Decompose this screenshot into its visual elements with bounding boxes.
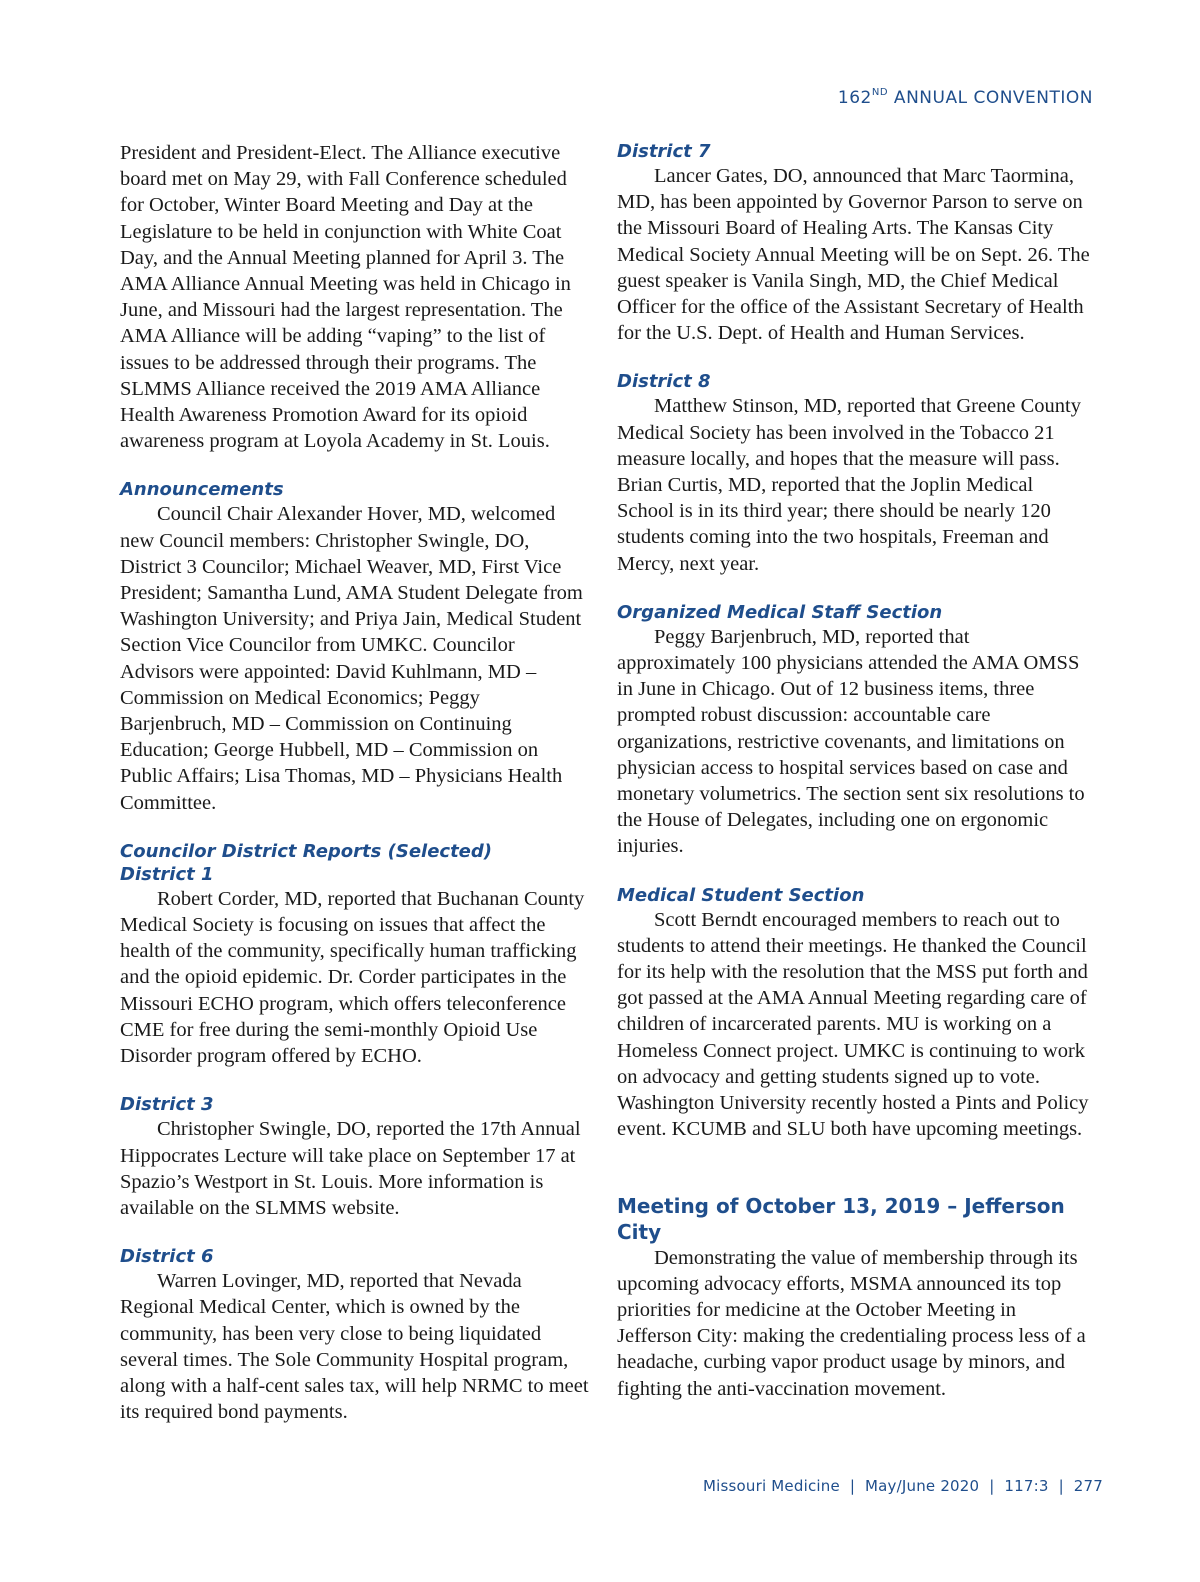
omss-section (617, 601, 1092, 860)
district-8-body: Matthew Stinson, MD, reported that Greene County Medical Society has been involved in the Tobacco 21 measure locally, and hopes that the measure will pass. Brian Curtis, MD, reported that the Joplin Medical School is in its third year; there should be nearly 120 students coming into the two hospitals, Freeman and Mercy, next year. (617, 395, 1082, 575)
district-8-heading: District 8 (617, 371, 711, 393)
page-footer: Missouri Medicine | May/June 2020 | 117:3 | 277 (702, 1477, 1103, 1495)
district-3-heading: District 3 (120, 1094, 214, 1116)
district-3-body: Christopher Swingle, DO, reported the 17th Annual Hippocrates Lecture will take place on September 17 at Spazio’s Westport in St. Louis. More information is available on the SLMMS website. (120, 1118, 581, 1219)
left-column (120, 140, 590, 1425)
district-reports-section (120, 840, 590, 1069)
district-7-section (617, 140, 1092, 346)
district-1-heading: District 1 (120, 863, 214, 885)
header-title: ANNUAL CONVENTION (888, 88, 1093, 108)
omss-body: Peggy Barjenbruch, MD, reported that approximately 100 physicians attended the AMA OMSS in June in Chicago. Out of 12 business items, three prompted robust discussion: accountable care organizations, restrictive covenants, and limitations on physician access to hospital services based on case and monetary volumetrics. The section sent six resolutions to the House of Delegates, including one on ergonomic injuries. (617, 625, 1085, 858)
october-meeting-section (617, 1193, 1092, 1402)
district-6-section (120, 1245, 590, 1425)
district-7-body: Lancer Gates, DO, announced that Marc Taormina, MD, has been appointed by Governor Parson to serve on the Missouri Board of Healing Arts. The Kansas City Medical Society Annual Meeting will be on Sept. 26. The guest speaker is Vanila Singh, MD, the Chief Medical Officer for the office of the Assistant Secretary of Health for the U.S. Dept. of Health and Human Services. (617, 165, 1090, 345)
announcements-section (120, 478, 590, 815)
intro-paragraph: President and President-Elect. The Alliance executive board met on May 29, with Fall Conference scheduled for October, Winter Board Meeting and Day at the Legislature to be held in conjunction with White Coat Day, and the Annual Meeting planned for April 3. The AMA Alliance Annual Meeting was held in Chicago in June, and Missouri had the largest representation. The AMA Alliance will be adding “vaping” to the list of issues to be addressed through their programs. The SLMMS Alliance received the 2019 AMA Alliance Health Awareness Promotion Award for its opioid awareness program at Loyola Academy in St. Louis. (120, 142, 571, 453)
announcements-heading: Announcements (120, 479, 284, 501)
district-1-body: Robert Corder, MD, reported that Buchanan County Medical Society is focusing on issues that affect the health of the community, specifically human trafficking and the opioid epidemic. Dr. Corder participates in the Missouri ECHO program, which offers teleconference CME for free during the semi-monthly Opioid Use Disorder program offered by ECHO. (120, 887, 585, 1068)
district-reports-heading: Councilor District Reports (Selected) (120, 840, 492, 862)
district-6-heading: District 6 (120, 1246, 214, 1268)
omss-heading: Organized Medical Staff Section (617, 601, 943, 623)
mss-heading: Medical Student Section (617, 884, 865, 906)
district-7-heading: District 7 (617, 141, 711, 162)
right-column (617, 140, 1092, 1402)
running-header (838, 88, 1093, 108)
october-meeting-heading: Meeting of October 13, 2019 – Jefferson City (617, 1193, 1065, 1244)
district-8-section (617, 370, 1092, 576)
mss-section (617, 884, 1092, 1143)
october-meeting-body: Demonstrating the value of membership through its upcoming advocacy efforts, MSMA announced its top priorities for medicine at the October Meeting in Jefferson City: making the credentialing process less of a headache, curbing vapor product usage by minors, and fighting the anti-vaccination movement. (617, 1246, 1086, 1400)
announcements-body: Council Chair Alexander Hover, MD, welcomed new Council members: Christopher Swingle, DO, District 3 Councilor; Michael Weaver, MD, First Vice President; Samantha Lund, AMA Student Delegate from Washington University; and Priya Jain, Medical Student Section Vice Councilor from UMKC. Councilor Advisors were appointed: David Kuhlmann, MD – Commission on Medical Economics; Peggy Barjenbruch, MD – Commission on Continuing Education; George Hubbell, MD – Commission on Public Affairs; Lisa Thomas, MD – Physicians Health Committee. (120, 503, 583, 814)
district-6-body: Warren Lovinger, MD, reported that Nevada Regional Medical Center, which is owned by the community, has been very close to being liquidated several times. The Sole Community Hospital program, along with a half-cent sales tax, will help NRMC to meet its required bond payments. (120, 1270, 589, 1424)
header-number: 162 (837, 88, 872, 108)
header-ordinal-suffix: ND (871, 87, 889, 99)
mss-body: Scott Berndt encouraged members to reach out to students to attend their meetings. He thanked the Council for its help with the resolution that the MSS put forth and got passed at the AMA Annual Meeting regarding care of children of incarcerated parents. MU is working on a Homeless Connect project. UMKC is continuing to work on advocacy and getting students signed up to vote. Washington University recently hosted a Pints and Policy event. KCUMB and SLU both have upcoming meetings. (617, 908, 1089, 1141)
district-3-section (120, 1093, 590, 1221)
alliance-report-continued (120, 140, 590, 454)
